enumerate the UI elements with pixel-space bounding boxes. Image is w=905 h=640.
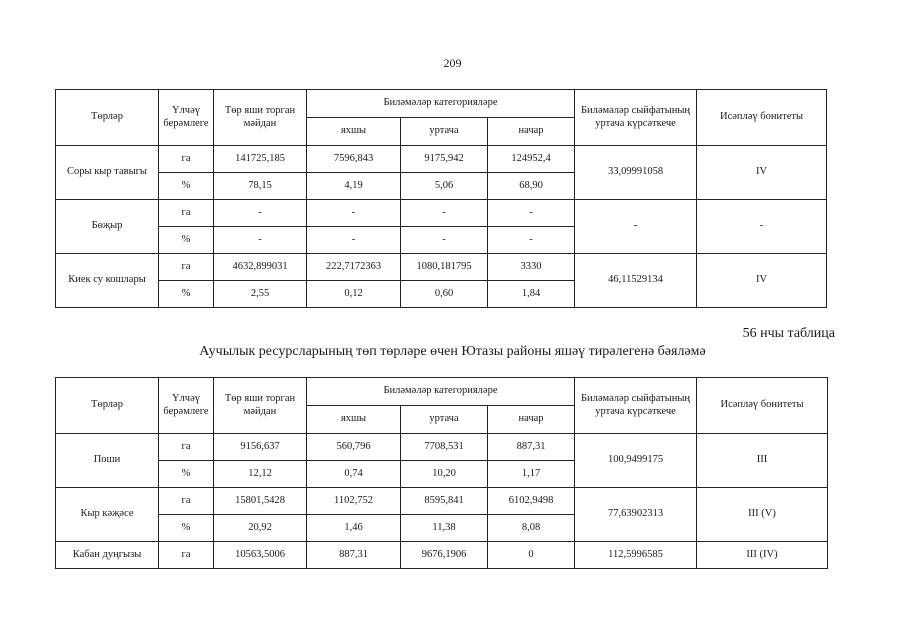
unit-cell: % <box>159 281 214 308</box>
unit-cell: га <box>159 200 214 227</box>
area-cell: - <box>214 200 307 227</box>
unit-cell: га <box>159 146 214 173</box>
quality-cell: 100,9499175 <box>575 434 697 488</box>
header-poor: начар <box>488 406 575 434</box>
good-cell: 560,796 <box>307 434 401 461</box>
area-cell: 9156,637 <box>214 434 307 461</box>
quality-cell: 33,09991058 <box>575 146 697 200</box>
bonitet-cell: - <box>697 200 827 254</box>
table-title: Аучылык ресурсларының төп төрләре өчен Ютазы районы яшәү тирәлегенә бәяләмә <box>199 344 706 359</box>
page-number: 209 <box>443 56 462 70</box>
average-cell: 5,06 <box>401 173 488 200</box>
header-bonitet: Исәпләү бонитеты <box>697 90 827 146</box>
unit-cell: % <box>159 461 214 488</box>
average-cell: 9676,1906 <box>401 542 488 569</box>
good-cell: - <box>307 227 401 254</box>
header-area: Төр яши торган мәйдан <box>214 90 307 146</box>
average-cell: - <box>401 200 488 227</box>
species-name: Кыр кәҗәсе <box>56 488 159 542</box>
poor-cell: 68,90 <box>488 173 575 200</box>
poor-cell: - <box>488 200 575 227</box>
table-row <box>56 200 827 227</box>
header-types: Төрләр <box>56 378 159 434</box>
header-average: уртача <box>401 118 488 146</box>
area-cell: 2,55 <box>214 281 307 308</box>
good-cell: 0,12 <box>307 281 401 308</box>
area-cell: 12,12 <box>214 461 307 488</box>
bonitet-cell: IV <box>697 146 827 200</box>
poor-cell: 1,17 <box>488 461 575 488</box>
header-categories: Биләмәләр категорияләре <box>307 378 575 406</box>
species-name: Кабан дуңгызы <box>56 542 159 569</box>
poor-cell: 1,84 <box>488 281 575 308</box>
species-name: Бөҗыр <box>56 200 159 254</box>
average-cell: 1080,181795 <box>401 254 488 281</box>
average-cell: 11,38 <box>401 515 488 542</box>
header-quality: Биләмәләр сыйфатының уртача күрсәткече <box>575 90 697 146</box>
poor-cell: 0 <box>488 542 575 569</box>
good-cell: 7596,843 <box>307 146 401 173</box>
table-row <box>56 146 827 173</box>
species-name: Соры кыр тавыгы <box>56 146 159 200</box>
header-unit: Үлчәү берәмлеге <box>159 90 214 146</box>
average-cell: - <box>401 227 488 254</box>
header-bonitet: Исәпләү бонитеты <box>697 378 828 434</box>
header-good: яхшы <box>307 406 401 434</box>
poor-cell: 887,31 <box>488 434 575 461</box>
area-cell: - <box>214 227 307 254</box>
average-cell: 10,20 <box>401 461 488 488</box>
quality-cell: 46,11529134 <box>575 254 697 308</box>
header-average: уртача <box>401 406 488 434</box>
habitat-table-1 <box>55 89 827 308</box>
header-poor: начар <box>488 118 575 146</box>
table-row <box>56 542 828 569</box>
good-cell: 1,46 <box>307 515 401 542</box>
header-quality: Биләмәләр сыйфатының уртача күрсәткече <box>575 378 697 434</box>
unit-cell: га <box>159 542 214 569</box>
unit-cell: га <box>159 434 214 461</box>
bonitet-cell: III (IV) <box>697 542 828 569</box>
species-name: Киек су кошлары <box>56 254 159 308</box>
quality-cell: 77,63902313 <box>575 488 697 542</box>
area-cell: 78,15 <box>214 173 307 200</box>
table-row <box>56 434 828 461</box>
header-categories: Биләмәләр категорияләре <box>307 90 575 118</box>
poor-cell: 124952,4 <box>488 146 575 173</box>
area-cell: 10563,5006 <box>214 542 307 569</box>
good-cell: 887,31 <box>307 542 401 569</box>
header-area: Төр яши торган мәйдан <box>214 378 307 434</box>
area-cell: 20,92 <box>214 515 307 542</box>
header-good: яхшы <box>307 118 401 146</box>
header-types: Төрләр <box>56 90 159 146</box>
poor-cell: 6102,9498 <box>488 488 575 515</box>
average-cell: 7708,531 <box>401 434 488 461</box>
area-cell: 15801,5428 <box>214 488 307 515</box>
bonitet-cell: IV <box>697 254 827 308</box>
table-row <box>56 488 828 515</box>
good-cell: 1102,752 <box>307 488 401 515</box>
header-unit: Үлчәү берәмлеге <box>159 378 214 434</box>
average-cell: 8595,841 <box>401 488 488 515</box>
quality-cell: - <box>575 200 697 254</box>
species-name: Поши <box>56 434 159 488</box>
table-row <box>56 254 827 281</box>
table-number: 56 нчы таблица <box>742 326 835 341</box>
good-cell: - <box>307 200 401 227</box>
habitat-table-2 <box>55 377 828 569</box>
poor-cell: 3330 <box>488 254 575 281</box>
quality-cell: 112,5996585 <box>575 542 697 569</box>
area-cell: 4632,899031 <box>214 254 307 281</box>
unit-cell: % <box>159 173 214 200</box>
area-cell: 141725,185 <box>214 146 307 173</box>
poor-cell: - <box>488 227 575 254</box>
unit-cell: % <box>159 515 214 542</box>
good-cell: 4,19 <box>307 173 401 200</box>
average-cell: 9175,942 <box>401 146 488 173</box>
unit-cell: га <box>159 488 214 515</box>
average-cell: 0,60 <box>401 281 488 308</box>
good-cell: 222,7172363 <box>307 254 401 281</box>
unit-cell: % <box>159 227 214 254</box>
good-cell: 0,74 <box>307 461 401 488</box>
bonitet-cell: III (V) <box>697 488 828 542</box>
unit-cell: га <box>159 254 214 281</box>
poor-cell: 8,08 <box>488 515 575 542</box>
bonitet-cell: III <box>697 434 828 488</box>
